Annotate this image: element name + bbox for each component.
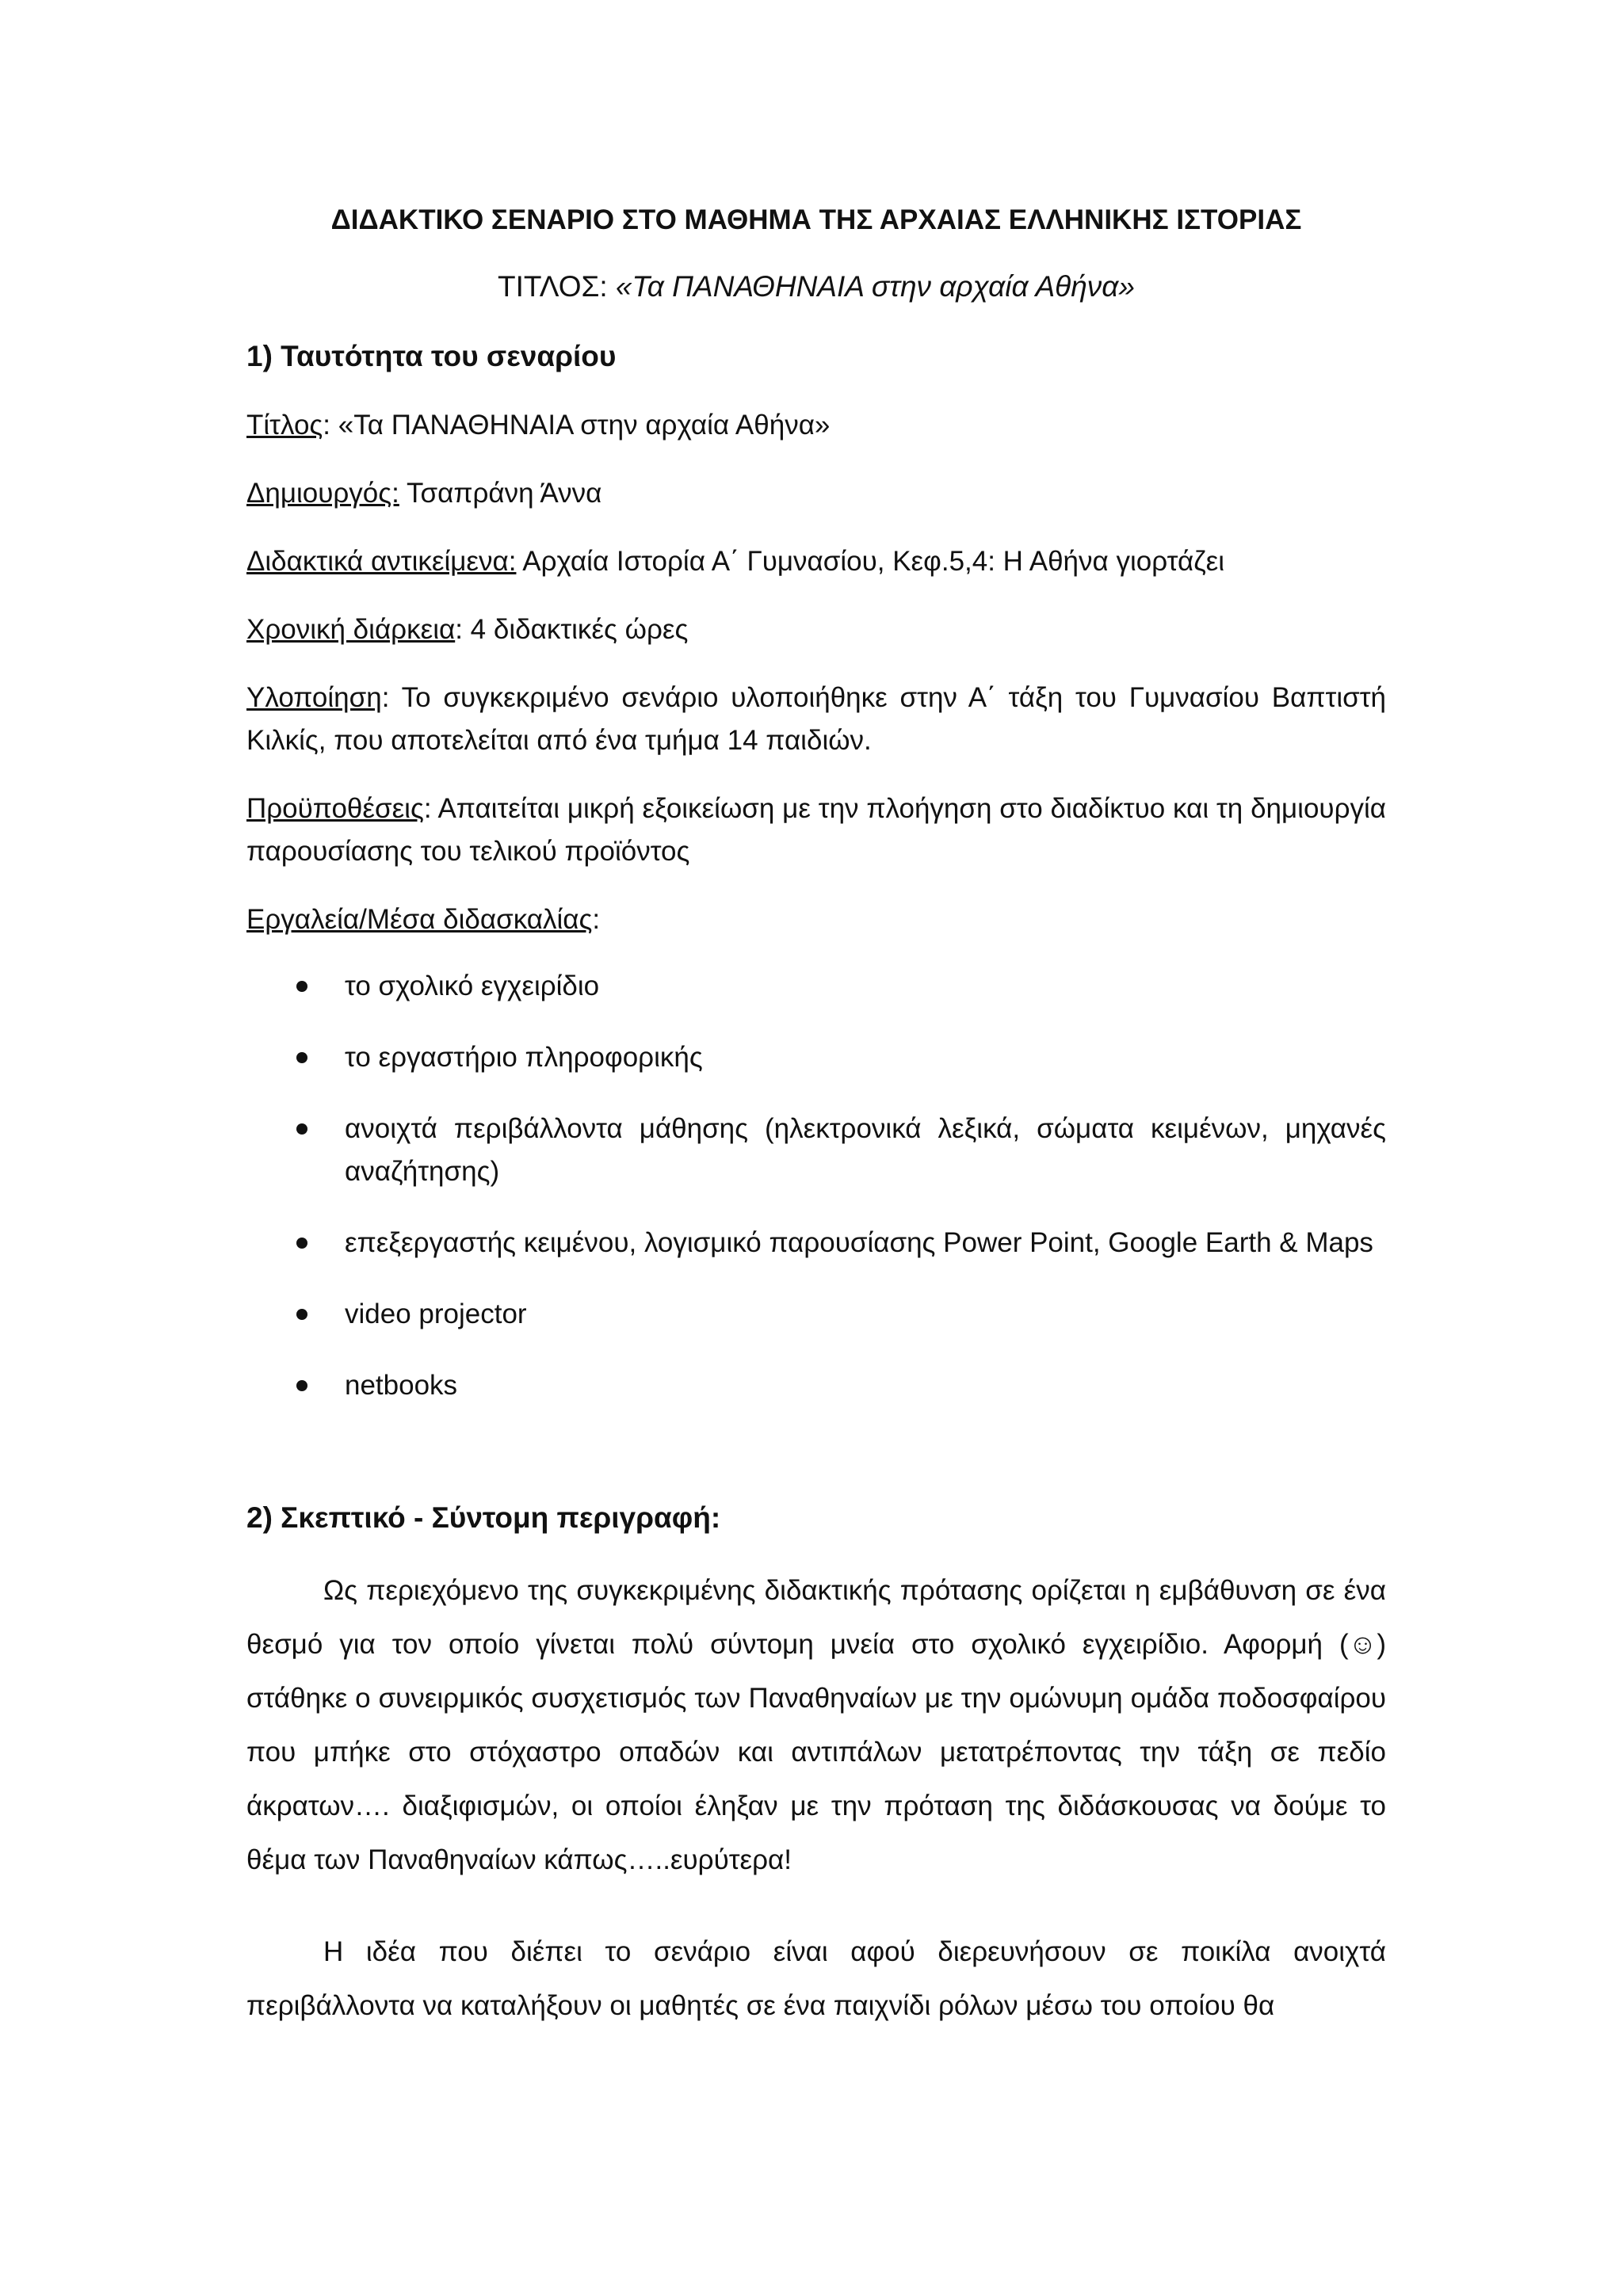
field-label: Τίτλος [246,410,323,441]
paragraph: Ως περιεχόμενο της συγκεκριμένης διδακτικής πρότασης ορίζεται η εμβάθυνση σε ένα θεσμό για τον οποίο γίνεται πολύ σύντομη μνεία στο σχολικό εγχειρίδιο. Αφορμή (☺) στάθηκε ο συνειρμικός συσχετισμός των Παναθηναίων με την ομώνυμη ομάδα ποδοσφαίρου που μπήκε στο στόχαστρο οπαδών και αντιπάλων μετατρέποντας την τάξη σε πεδίο άκρατων…. διαξιφισμών, οι οποίοι έληξαν με την πρόταση της διδάσκουσας να δούμε το θέμα των Παναθηναίων κάπως…..ευρύτερα! [246,1575,1386,1875]
list-item-text: video projector [345,1299,527,1329]
list-item [246,1222,1386,1264]
field-label: Διδακτικά αντικείμενα: [246,546,517,577]
list-item-text: ανοιχτά περιβάλλοντα μάθησης (ηλεκτρονικά λεξικά, σώματα κειμένων, μηχανές αναζήτησης) [345,1113,1386,1187]
field-separator [399,478,407,509]
document-title: ΔΙΔΑΚΤΙΚΟ ΣΕΝΑΡΙΟ ΣΤΟ ΜΑΘΗΜΑ ΤΗΣ ΑΡΧΑΙΑΣ ΕΛΛΗΝΙΚΗΣ ΙΣΤΟΡΙΑΣ [330,204,1302,235]
field-value: Το συγκεκριμένο σενάριο υλοποιήθηκε στην Α΄ τάξη του Γυμνασίου Βαπτιστή Κιλκίς, που αποτελείται από ένα τμήμα 14 παιδιών. [246,682,1386,756]
list-item-text: το εργαστήριο πληροφορικής [345,1042,703,1073]
list-item-text: netbooks [345,1370,458,1401]
field-duration [246,608,1386,651]
bullet-icon [296,1380,307,1391]
list-item-text: το σχολικό εγχειρίδιο [345,971,600,1001]
field-separator: : [423,793,438,824]
bullet-icon [296,1309,307,1320]
tools-list [246,965,1386,1407]
list-item [246,1364,1386,1407]
field-label: Εργαλεία/Μέσα διδασκαλίας [246,904,593,935]
bullet-icon [296,1052,307,1063]
field-subjects [246,540,1386,583]
subtitle-italic: «Τα ΠΑΝΑΘΗΝΑΙΑ στην αρχαία Αθήνα» [615,270,1135,303]
bullet-icon [296,981,307,992]
field-value: Αρχαία Ιστορία Α΄ Γυμνασίου, Κεφ.5,4: Η Αθήνα γιορτάζει [522,546,1225,577]
field-prerequisites [246,788,1386,873]
list-item [246,1108,1386,1193]
field-separator: : [381,682,402,713]
field-title [246,404,1386,447]
field-label: Δημιουργός: [246,478,399,509]
section-heading-identity: 1) Ταυτότητα του σεναρίου [246,340,617,372]
document-body [246,198,1386,2033]
list-item [246,965,1386,1008]
subtitle-prefix: ΤΙΤΛΟΣ: [498,270,616,303]
field-label: Υλοποίηση [246,682,382,713]
field-label: Χρονική διάρκεια [246,614,456,645]
field-separator: : [455,614,471,645]
field-separator: : [592,904,601,935]
field-implementation [246,677,1386,762]
bullet-icon [296,1123,307,1135]
field-creator [246,472,1386,515]
paragraph: Η ιδέα που διέπει το σενάριο είναι αφού διερευνήσουν σε ποικίλα ανοιχτά περιβάλλοντα να καταλήξουν οι μαθητές σε ένα παιχνίδι ρόλων μέσω του οποίου θα [246,1936,1386,2021]
field-value: «Τα ΠΑΝΑΘΗΝΑΙΑ στην αρχαία Αθήνα» [338,410,831,441]
section-heading-rationale: 2) Σκεπτικό - Σύντομη περιγραφή: [246,1501,721,1534]
list-item-text: επεξεργαστής κειμένου, λογισμικό παρουσίασης Power Point, Google Earth & Maps [345,1227,1373,1258]
field-tools [246,898,1386,941]
bullet-icon [296,1238,307,1249]
document-subtitle [246,265,1386,309]
field-separator: : [323,410,338,441]
field-value: 4 διδακτικές ώρες [470,614,689,645]
list-item [246,1036,1386,1079]
field-value: Τσαπράνη Άννα [406,478,602,509]
field-value: Απαιτείται μικρή εξοικείωση με την πλοήγηση στο διαδίκτυο και τη δημιουργία παρουσίασης του τελικού προϊόντος [246,793,1386,867]
list-item [246,1293,1386,1336]
field-label: Προϋποθέσεις [246,793,424,824]
